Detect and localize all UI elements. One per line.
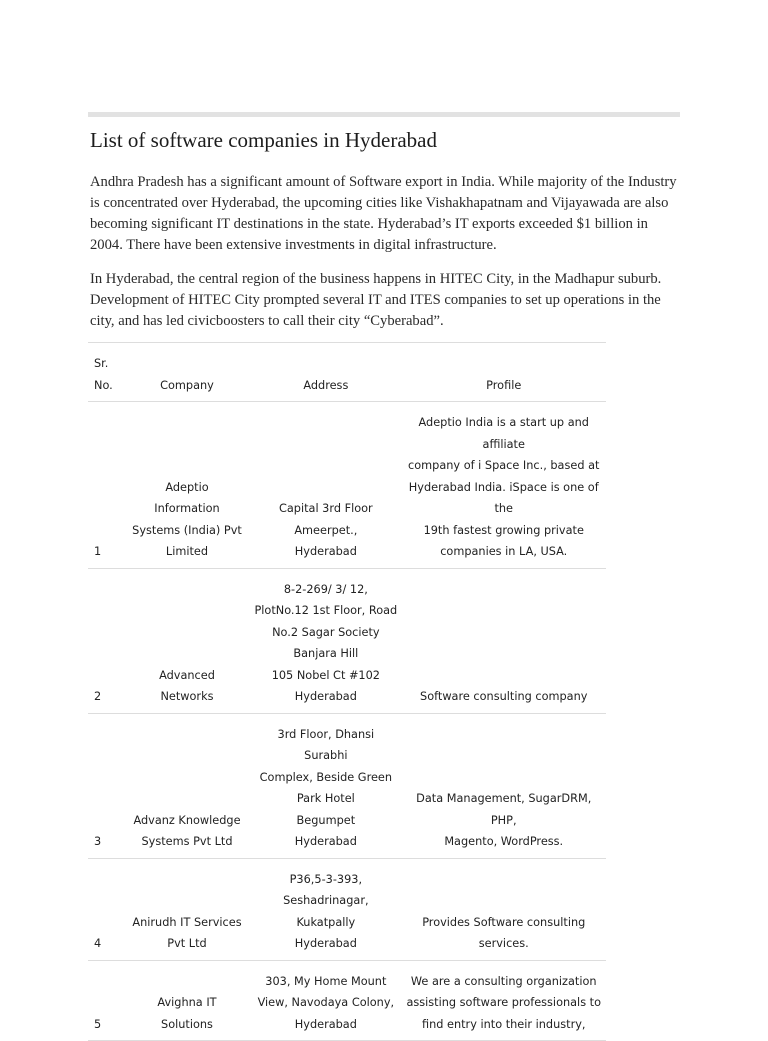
table-row: [88, 402, 606, 569]
company-address: 303, My Home Mount View, Navodaya Colony, Hyderabad: [250, 960, 401, 1041]
row-number: 5: [88, 960, 124, 1041]
row-number: 1: [88, 402, 124, 569]
intro-paragraph: Andhra Pradesh has a significant amount of Software export in India. While majority of the Industry is concentrated over Hyderabad, the upcoming cities like Vishakhapatnam and Vijayawada are also becoming significant IT destinations in the state. Hyderabad’s IT exports exceeded $1 billion in 2004. There have been extensive investments in digital infrastructure.: [90, 174, 677, 253]
header-sr-no: Sr. No.: [88, 343, 124, 402]
page-title: List of software companies in Hyderabad: [90, 128, 437, 152]
company-profile: We are a consulting organization assisting software professionals to find entry into their industry,: [401, 960, 606, 1041]
top-divider: [88, 112, 680, 117]
table-row: [88, 960, 606, 1041]
company-profile: Data Management, SugarDRM, PHP, Magento, WordPress.: [401, 713, 606, 858]
company-profile: Software consulting company: [401, 568, 606, 713]
company-address: 8-2-269/ 3/ 12, PlotNo.12 1st Floor, Road No.2 Sagar Society Banjara Hill 105 Nobel Ct #102 Hyderabad: [250, 568, 401, 713]
row-number: 2: [88, 568, 124, 713]
company-name: Advanz Knowledge Systems Pvt Ltd: [124, 713, 250, 858]
company-profile: Adeptio India is a start up and affiliate company of i Space Inc., based at Hyderabad India. iSpace is one of the 19th fastest growing private companies in LA, USA.: [401, 402, 606, 569]
company-name: Anirudh IT Services Pvt Ltd: [124, 858, 250, 960]
row-number: 4: [88, 858, 124, 960]
companies-table: [88, 342, 606, 1041]
company-address: 3rd Floor, Dhansi Surabhi Complex, Beside Green Park Hotel Begumpet Hyderabad: [250, 713, 401, 858]
company-address: Capital 3rd Floor Ameerpet., Hyderabad: [250, 402, 401, 569]
table-header-row: [88, 343, 606, 402]
table-row: [88, 568, 606, 713]
company-address: P36,5-3-393, Seshadrinagar, Kukatpally Hyderabad: [250, 858, 401, 960]
hitec-paragraph: In Hyderabad, the central region of the business happens in HITEC City, in the Madhapur suburb. Development of HITEC City prompted several IT and ITES companies to set up operations in the city, and has led civicboosters to call their city “Cyberabad”.: [90, 271, 662, 329]
company-name: Advanced Networks: [124, 568, 250, 713]
table-row: [88, 713, 606, 858]
header-company: Company: [124, 343, 250, 402]
header-profile: Profile: [401, 343, 606, 402]
company-profile: Provides Software consulting services.: [401, 858, 606, 960]
company-name: Avighna IT Solutions: [124, 960, 250, 1041]
table-row: [88, 858, 606, 960]
company-name: Adeptio Information Systems (India) Pvt Limited: [124, 402, 250, 569]
header-address: Address: [250, 343, 401, 402]
row-number: 3: [88, 713, 124, 858]
